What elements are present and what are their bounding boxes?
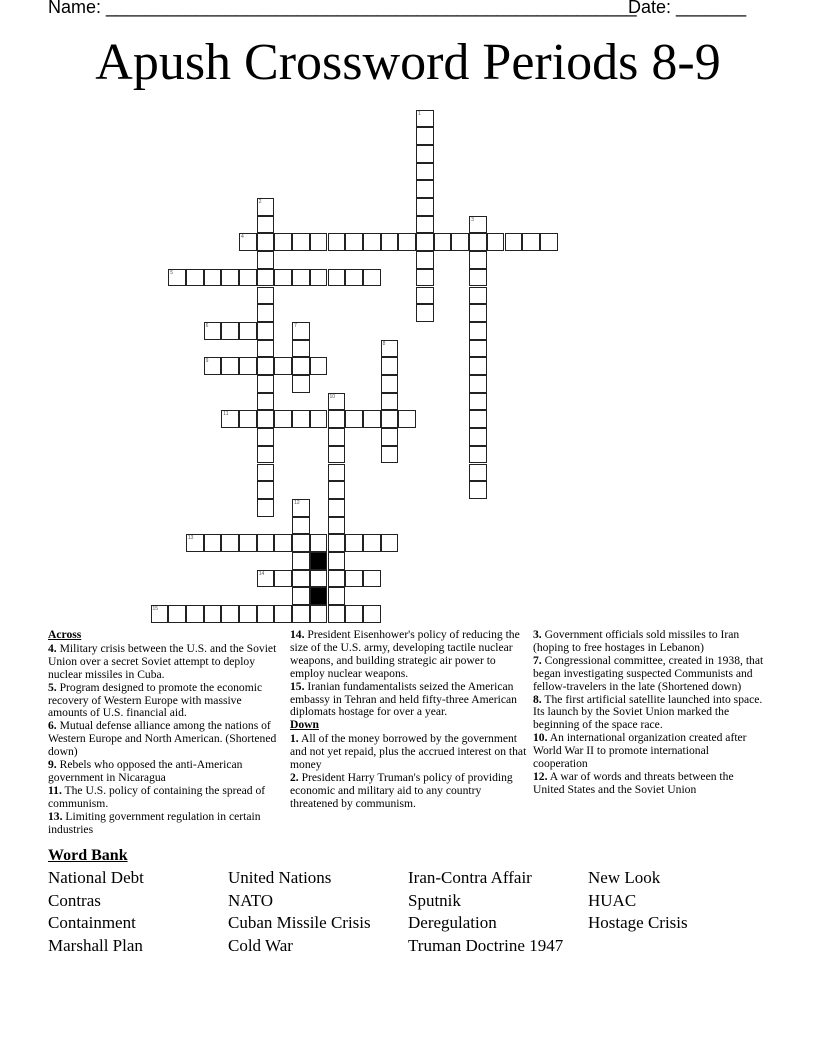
clue-number-label: 4 [241,234,244,241]
grid-cell[interactable] [416,127,434,145]
grid-cell[interactable] [416,287,434,305]
grid-cell[interactable] [469,269,487,287]
grid-cell[interactable] [292,375,310,393]
clue-number-label: 5 [170,269,173,276]
grid-cell[interactable] [239,322,257,340]
grid-cell[interactable] [274,570,292,588]
clue-text: Rebels who opposed the anti-American government in Nicaragua [48,758,243,784]
word-bank [48,846,768,957]
clue-number: 14. [290,628,305,641]
grid-cell[interactable] [168,269,186,287]
grid-cell[interactable] [292,570,310,588]
clue-across-9 [48,759,280,785]
grid-cell[interactable] [381,446,399,464]
grid-cell[interactable] [363,570,381,588]
grid-cell[interactable] [328,269,346,287]
grid-cell[interactable] [239,269,257,287]
clues-column-3 [533,629,765,797]
grid-cell[interactable] [239,410,257,428]
down-heading: Down [290,718,319,732]
grid-cell[interactable] [469,375,487,393]
date-field[interactable]: Date: _______ [628,0,747,17]
name-field[interactable]: Name: _____________________________________________________ [48,0,637,17]
clue-across-6 [48,720,280,759]
word-bank-item: National Debt [48,868,144,887]
grid-cell[interactable] [469,304,487,322]
clue-text: Congressional committee, created in 1938, that began investigating suspected Communists and fellow-travelers in the late (Shortened down) [533,653,764,693]
grid-cell[interactable] [292,269,310,287]
grid-cell[interactable] [416,216,434,234]
word-bank-item: Marshall Plan [48,935,143,955]
grid-cell[interactable] [328,464,346,482]
grid-cell[interactable] [292,552,310,570]
grid-cell[interactable] [239,534,257,552]
grid-cell[interactable] [345,233,363,251]
grid-cell[interactable] [310,570,328,588]
grid-cell[interactable] [345,534,363,552]
grid-cell[interactable] [416,145,434,163]
word-bank-item: HUAC [588,890,637,910]
grid-cell[interactable] [416,269,434,287]
grid-cell[interactable] [292,322,310,340]
clue-text: All of the money borrowed by the government and not yet repaid, plus the accrued interest on that money [290,732,527,772]
grid-cell[interactable] [310,605,328,623]
grid-cell[interactable] [328,587,346,605]
grid-cell[interactable] [274,233,292,251]
grid-cell[interactable] [257,499,275,517]
grid-cell[interactable] [416,304,434,322]
clue-number: 7. [533,653,542,667]
clue-number-label: 1 [418,110,421,117]
grid-cell[interactable] [469,481,487,499]
word-bank-item: New Look [588,868,661,887]
grid-cell[interactable] [257,428,275,446]
grid-cell[interactable] [328,605,346,623]
grid-cell[interactable] [257,304,275,322]
clue-number-label: 9 [205,358,209,365]
clue-text: Program designed to promote the economic recovery of Western Europe with massive amounts of U.S. financial aid. [48,680,263,720]
grid-cell[interactable] [221,605,239,623]
grid-cell[interactable] [381,428,399,446]
clue-across-4 [48,643,280,682]
grid-cell[interactable] [204,534,222,552]
grid-cell[interactable] [310,357,328,375]
clue-number: 8. [533,692,542,706]
grid-cell[interactable] [257,410,275,428]
grid-cell[interactable] [381,393,399,411]
grid-cell[interactable] [292,499,310,517]
word-bank-item: Contras [48,890,101,910]
grid-cell[interactable] [310,410,328,428]
grid-cell[interactable] [381,534,399,552]
clue-number-label: 2 [258,199,262,205]
grid-cell[interactable] [204,269,222,287]
grid-cell[interactable] [274,410,292,428]
grid-cell[interactable] [328,499,346,517]
grid-cell[interactable] [239,605,257,623]
clue-number-label: 15 [152,606,159,613]
grid-cell[interactable] [328,534,346,552]
grid-cell[interactable] [328,428,346,446]
grid-cell[interactable] [363,534,381,552]
word-bank-item: Sputnik [408,890,461,910]
grid-cell[interactable] [274,357,292,375]
clue-text: Government officials sold missiles to Iran (hoping to free hostages in Lebanon) [533,628,740,654]
clue-number: 15. [290,679,305,693]
clue-text: Iranian fundamentalists seized the American embassy in Tehran and held fifty-three American diplomats hostage for over a year. [290,679,517,719]
grid-cell[interactable] [292,605,310,623]
clue-down-1 [290,733,530,772]
grid-cell[interactable] [292,357,310,375]
grid-cell[interactable] [469,233,487,251]
clue-number: 4. [48,641,57,655]
grid-cell[interactable] [204,357,222,375]
word-bank-item: Deregulation [408,913,497,933]
clue-number: 1. [290,732,299,746]
clue-number: 13. [48,809,63,823]
grid-cell[interactable] [328,570,346,588]
grid-cell[interactable] [257,534,275,552]
grid-cell[interactable] [221,269,239,287]
grid-cell[interactable] [257,198,275,216]
clue-number-label: 11 [223,411,229,418]
grid-cell[interactable] [451,233,469,251]
clue-number: 12. [533,769,548,783]
word-bank-item: Hostage Crisis [588,913,688,933]
word-bank-heading: Word Bank [48,847,128,864]
grid-cell[interactable] [345,269,363,287]
grid-cell[interactable] [469,428,487,446]
clues-column-2 [290,629,530,811]
clue-down-8 [533,694,765,733]
grid-cell[interactable] [186,534,204,552]
grid-cell[interactable] [257,251,275,269]
clue-text: President Eisenhower's policy of reducing the size of the U.S. army, developing tactile nuclear weapons, and building strategic air power to employ nuclear weapons. [290,628,520,680]
word-bank-item: United Nations [228,868,332,887]
grid-cell[interactable] [469,357,487,375]
grid-cell[interactable] [363,269,381,287]
clue-down-3 [533,629,765,655]
grid-cell[interactable] [345,570,363,588]
clue-number: 10. [533,731,548,745]
clue-text: Limiting government regulation in certain industries [48,809,261,836]
grid-cell[interactable] [257,322,275,340]
grid-cell[interactable] [257,357,275,375]
grid-cell[interactable] [257,216,275,234]
word-bank-item: Cuban Missile Crisis [228,913,371,933]
grid-cell[interactable] [257,287,275,305]
grid-cell[interactable] [186,605,204,623]
clue-across-5 [48,682,280,721]
grid-cell[interactable] [257,464,275,482]
grid-cell[interactable] [204,605,222,623]
grid-cell[interactable] [257,375,275,393]
grid-cell[interactable] [221,322,239,340]
grid-cell[interactable] [221,357,239,375]
grid-cell[interactable] [363,605,381,623]
grid-cell[interactable] [381,410,399,428]
grid-cell[interactable] [257,446,275,464]
grid-cell[interactable] [257,605,275,623]
grid-cell[interactable] [381,340,399,358]
grid-cell[interactable] [381,375,399,393]
clue-across-15 [290,681,530,720]
grid-cell[interactable] [257,340,275,358]
page-title: Apush Crossword Periods 8-9 [95,34,721,91]
grid-cell[interactable] [204,322,222,340]
clues-column-1 [48,629,280,837]
grid-cell[interactable] [328,481,346,499]
grid-cell[interactable] [257,269,275,287]
black-cell [310,587,328,605]
grid-cell[interactable] [469,251,487,269]
grid-cell[interactable] [292,233,310,251]
grid-cell[interactable] [345,410,363,428]
clue-number: 5. [48,680,57,694]
word-bank-item: NATO [228,890,274,910]
clue-number: 9. [48,758,57,772]
grid-cell[interactable] [416,180,434,198]
grid-cell[interactable] [469,446,487,464]
clue-down-12 [533,771,765,797]
grid-cell[interactable] [328,446,346,464]
word-bank-item: Cold War [228,935,293,955]
grid-cell[interactable] [487,233,505,251]
grid-cell[interactable] [292,534,310,552]
grid-cell[interactable] [274,269,292,287]
grid-cell[interactable] [328,393,346,411]
grid-cell[interactable] [257,481,275,499]
grid-cell[interactable] [469,340,487,358]
grid-cell[interactable] [398,410,416,428]
grid-cell[interactable] [469,410,487,428]
clue-text: Mutual defense alliance among the nations of Western Europe and North American. (Shortened down) [48,719,277,759]
grid-cell[interactable] [345,605,363,623]
grid-cell[interactable] [469,464,487,482]
grid-cell[interactable] [186,269,204,287]
grid-cell[interactable] [469,287,487,305]
clue-number-label: 6 [205,322,209,329]
clue-across-14 [290,629,530,681]
grid-cell[interactable] [292,410,310,428]
grid-cell[interactable] [274,534,292,552]
clue-text: The first artificial satellite launched into space. Its launch by the Soviet Union marked the beginning of the space race. [533,692,763,732]
grid-cell[interactable] [310,233,328,251]
clue-text: President Harry Truman's policy of providing economic and military aid to any country threatened by communism. [290,770,513,810]
clue-number: 3. [533,628,542,641]
clue-text: An international organization created after World War II to promote international cooperation [533,731,747,771]
grid-cell[interactable] [434,233,452,251]
grid-cell[interactable] [469,393,487,411]
grid-cell[interactable] [469,322,487,340]
clue-number: 11. [48,783,62,797]
grid-cell[interactable] [363,233,381,251]
grid-cell[interactable] [469,216,487,234]
grid-cell[interactable] [328,517,346,535]
grid-cell[interactable] [292,340,310,358]
clue-number-label: 14 [258,570,265,577]
word-bank-item: Containment [48,913,136,933]
word-bank-list [48,867,768,957]
grid-cell[interactable] [381,233,399,251]
grid-cell[interactable] [274,605,292,623]
grid-cell[interactable] [239,233,257,251]
grid-cell[interactable] [328,410,346,428]
grid-cell[interactable] [221,534,239,552]
grid-cell[interactable] [416,251,434,269]
clue-across-11 [48,785,280,811]
grid-cell[interactable] [310,534,328,552]
clue-text: Military crisis between the U.S. and the Soviet Union over a secret Soviet attempt to deploy nuclear missiles in Cuba. [48,641,277,681]
grid-cell[interactable] [292,587,310,605]
clue-number-label: 13 [187,535,194,542]
grid-cell[interactable] [416,110,434,128]
clue-number: 6. [48,719,57,733]
grid-cell[interactable] [416,233,434,251]
grid-cell[interactable] [398,233,416,251]
grid-cell[interactable] [168,605,186,623]
grid-cell[interactable] [328,552,346,570]
grid-cell[interactable] [221,410,239,428]
across-heading: Across [48,628,82,641]
grid-cell[interactable] [257,393,275,411]
grid-cell[interactable] [257,233,275,251]
grid-cell[interactable] [151,605,169,623]
clue-number-label: 10 [329,393,336,400]
grid-cell[interactable] [292,517,310,535]
clue-number-label: 8 [382,340,386,347]
clue-number-label: 12 [294,499,300,506]
clue-number: 2. [290,770,299,784]
grid-cell[interactable] [239,357,257,375]
grid-cell[interactable] [540,233,558,251]
clue-across-13 [48,811,280,837]
grid-cell[interactable] [310,269,328,287]
grid-cell[interactable] [416,163,434,181]
grid-cell[interactable] [328,233,346,251]
grid-cell[interactable] [363,410,381,428]
grid-cell[interactable] [522,233,540,251]
word-bank-item: Truman Doctrine 1947 [408,935,564,955]
clue-number-label: 7 [294,322,297,329]
clue-down-2 [290,772,530,811]
grid-cell[interactable] [416,198,434,216]
clue-text: A war of words and threats between the United States and the Soviet Union [533,769,734,796]
grid-cell[interactable] [505,233,523,251]
clue-down-7 [533,655,765,694]
grid-cell[interactable] [381,357,399,375]
grid-cell[interactable] [257,570,275,588]
black-cell [310,552,328,570]
clue-down-10 [533,732,765,771]
clue-number-label: 3 [471,216,474,223]
clue-text: The U.S. policy of containing the spread of communism. [48,783,266,810]
word-bank-item: Iran-Contra Affair [408,868,532,887]
